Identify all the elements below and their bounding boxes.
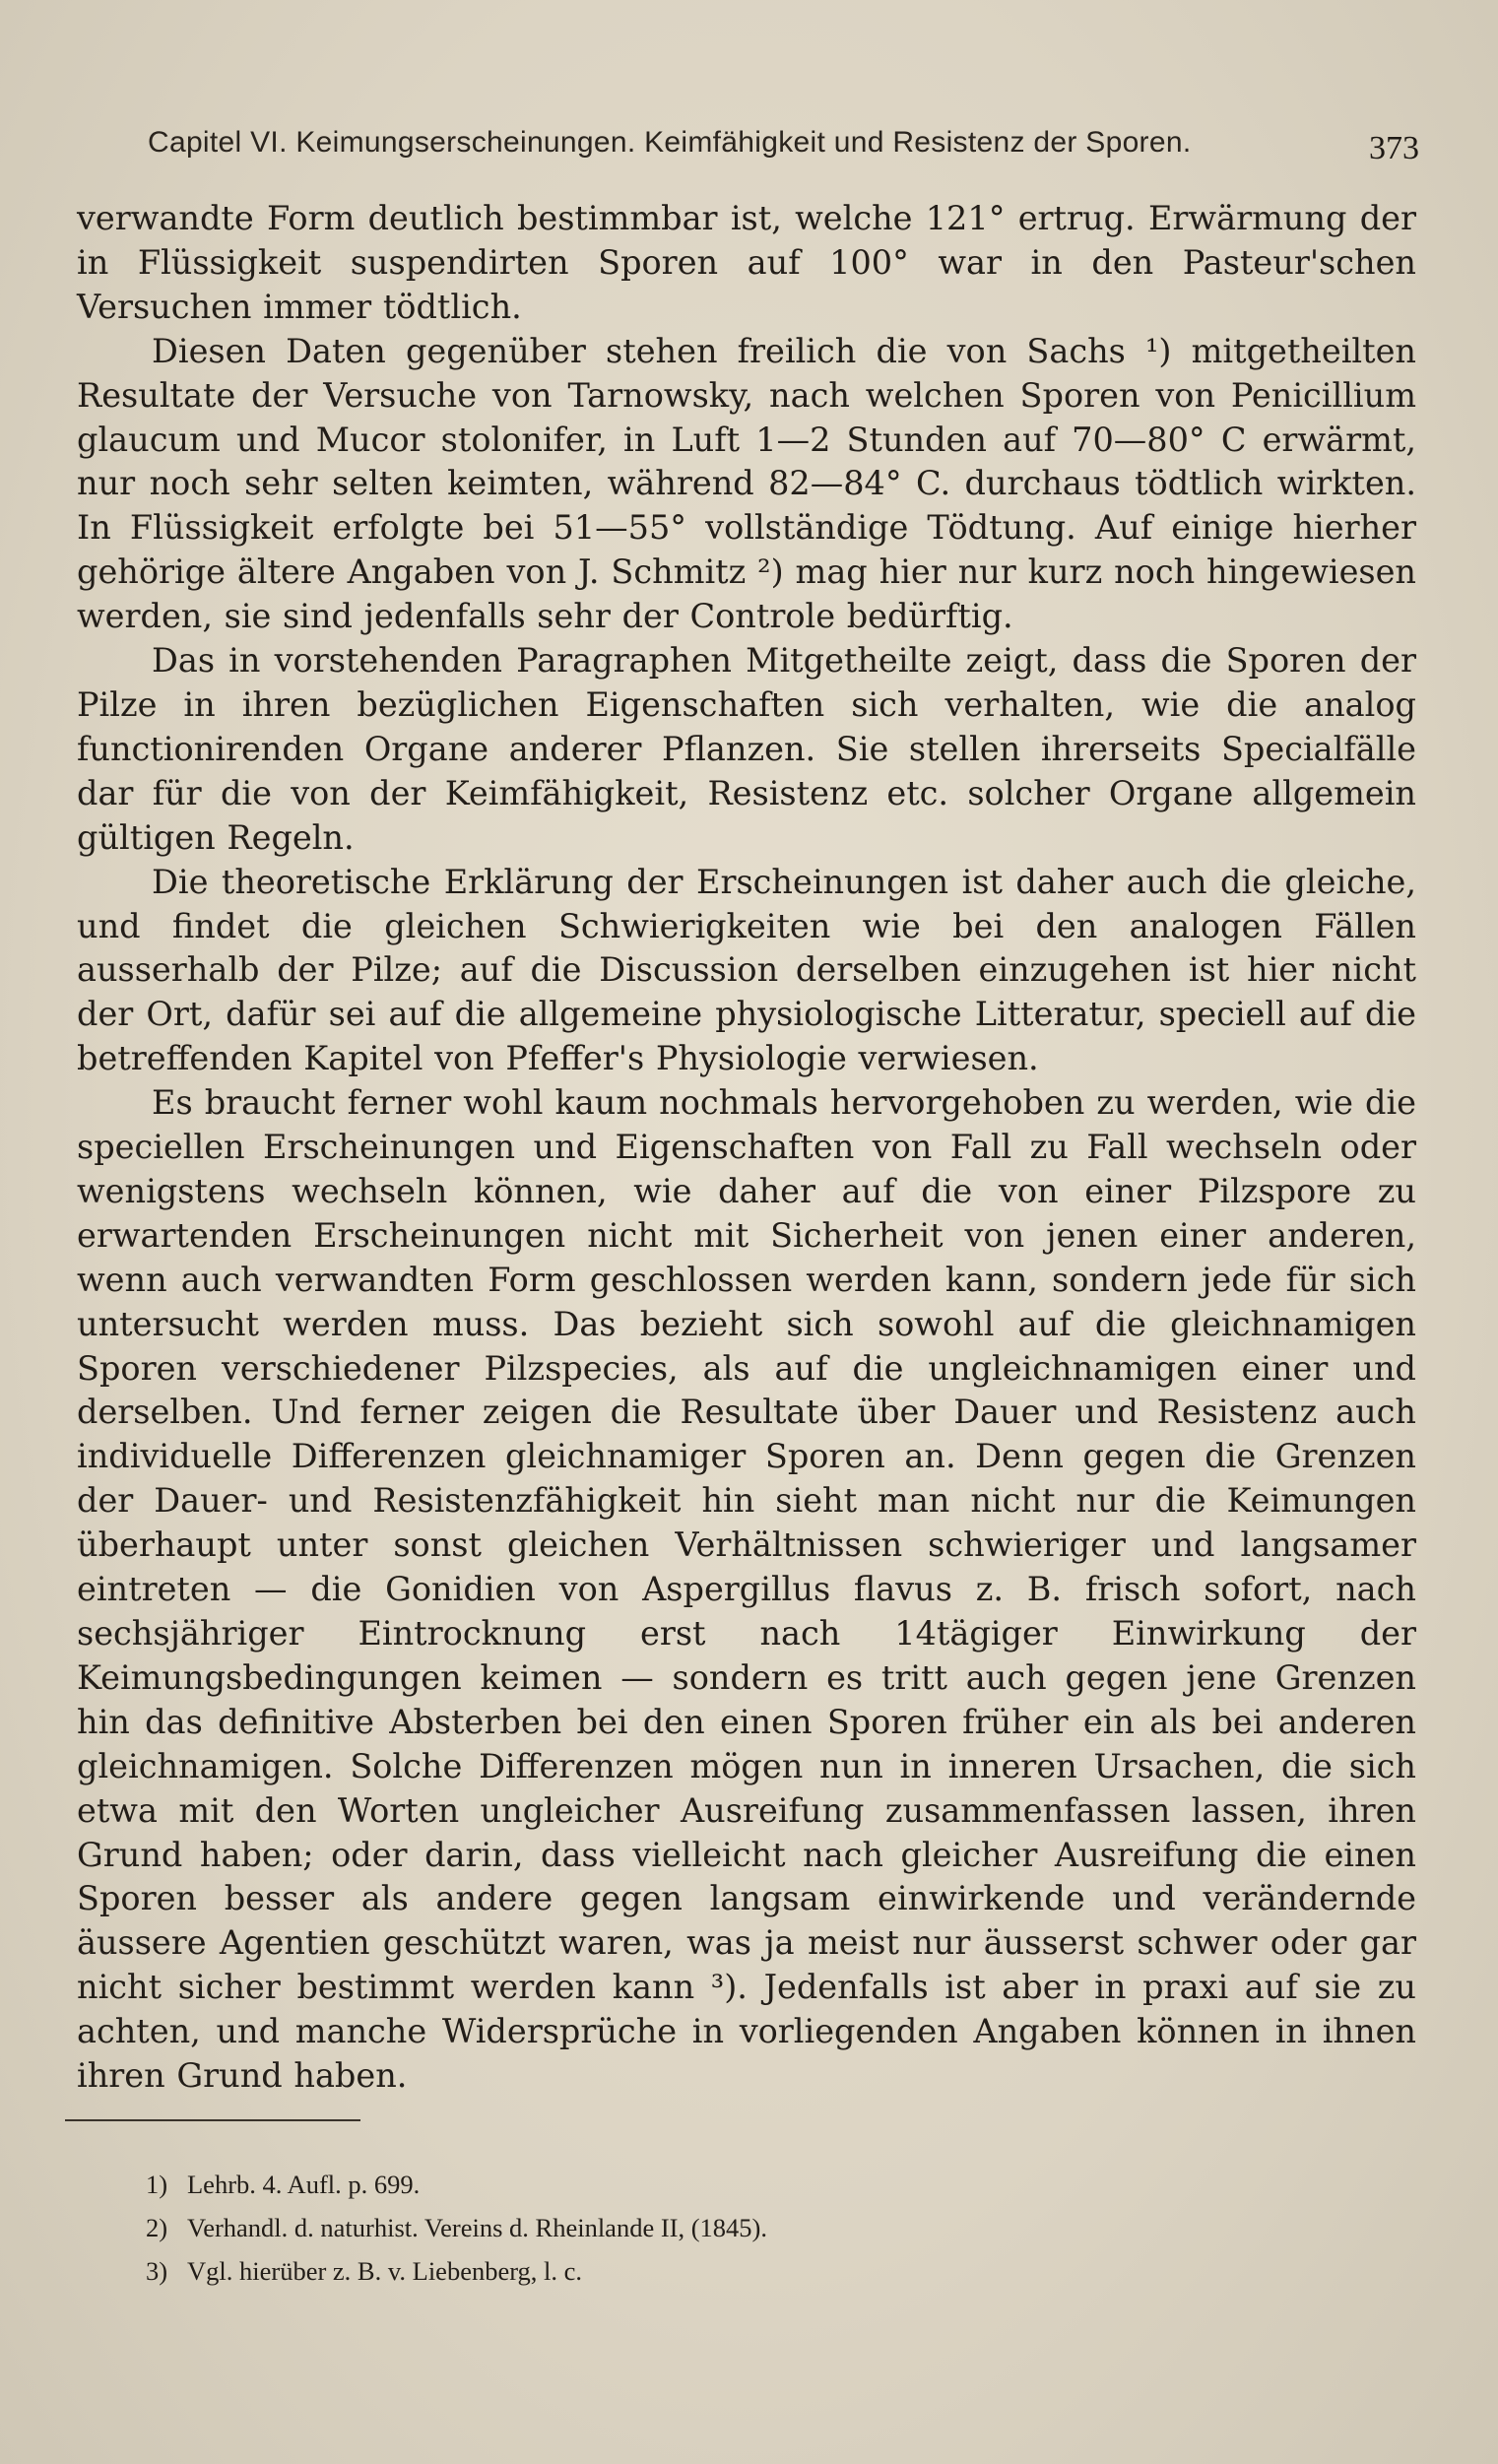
footnote-text: Vgl. hierüber z. B. v. Liebenberg, l. c. [187,2256,583,2286]
paragraph: Es braucht ferner wohl kaum nochmals hervorgehoben zu werden, wie die speciellen Erscheinungen und Eigenschaften von Fall zu Fall wechseln oder wenigstens wechseln können, wie daher auf die von einer Pilzspore zu erwartenden Erscheinungen nicht mit Sicherheit von jenen einer anderen, wenn auch verwandten Form geschlossen werden kann, sondern jede für sich untersucht werden muss. Das bezieht sich sowohl auf die gleichnamigen Sporen verschiedener Pilzspecies, als auf die ungleichnamigen einer und derselben. Und ferner zeigen die Resultate über Dauer und Resistenz auch individuelle Differenzen gleichnamiger Sporen an. Denn gegen die Grenzen der Dauer- und Resistenzfähigkeit hin sieht man nicht nur die Keimungen überhaupt unter sonst gleichen Verhältnissen schwieriger und langsamer eintreten — die Gonidien von Aspergillus flavus z. B. frisch sofort, nach sechsjähriger Eintrocknung erst nach 14tägiger Einwirkung der Keimungsbedingungen keimen — sondern es tritt auch gegen jene Grenzen hin das definitive Absterben bei den einen Sporen früher ein als bei anderen gleichnamigen. Solche Differenzen mögen nun in inneren Ursachen, die sich etwa mit den Worten ungleicher Ausreifung zusammenfassen lassen, ihren Grund haben; oder darin, dass vielleicht nach gleicher Ausreifung die einen Sporen besser als andere gegen langsam einwirkende und verändernde äussere Agentien geschützt waren, was ja meist nur äusserst schwer oder gar nicht sicher bestimmt werden kann ³). Jedenfalls ist aber in praxi auf sie zu achten, und manche Widersprüche in vorliegenden Angaben können in ihnen ihren Grund haben. [77,1083,1416,2096]
footnote-text: Lehrb. 4. Aufl. p. 699. [187,2170,421,2199]
footnote-number: 2) [146,2213,168,2242]
paragraph: Das in vorstehenden Paragraphen Mitgetheilte zeigt, dass die Sporen der Pilze in ihren bezüglichen Eigenschaften sich verhalten, wie die analog functionirenden Organe anderer Pflanzen. Sie stellen ihrerseits Specialfälle dar für die von der Keimfähigkeit, Resistenz etc. solcher Organe allgemein gültigen Regeln. [77,641,1416,857]
paragraph: Diesen Daten gegenüber stehen freilich die von Sachs ¹) mitgetheilten Resultate der Versuche von Tarnowsky, nach welchen Sporen von Penicillium glaucum und Mucor stolonifer, in Luft 1—2 Stunden auf 70—80° C erwärmt, nur noch sehr selten keimten, während 82—84° C. durchaus tödtlich wirkten. In Flüssigkeit erfolgte bei 51—55° vollständige Tödtung. Auf einige hierher gehörige ältere Angaben von J. Schmitz ²) mag hier nur kurz noch hingewiesen werden, sie sind jedenfalls sehr der Controle bedürftig. [77,331,1416,636]
page-number: 373 [1369,130,1419,166]
body-text [77,197,1416,2099]
footnote [146,2206,1229,2249]
footnote-separator [65,2119,360,2121]
footnote-text: Verhandl. d. naturhist. Vereins d. Rheinlande II, (1845). [187,2213,768,2242]
footnotes [146,2163,1229,2293]
paragraph: verwandte Form deutlich bestimmbar ist, welche 121° ertrug. Erwärmung der in Flüssigkeit suspendirten Sporen auf 100° war in den Pasteur'schen Versuchen immer tödtlich. [77,199,1416,326]
footnote [146,2163,1229,2206]
footnote-number: 3) [146,2256,168,2286]
paragraph: Die theoretische Erklärung der Erscheinungen ist daher auch die gleiche, und findet die gleichen Schwierigkeiten wie bei den analogen Fällen ausserhalb der Pilze; auf die Discussion derselben einzugehen ist hier nicht der Ort, dafür sei auf die allgemeine physiologische Litteratur, speciell auf die betreffenden Kapitel von Pfeffer's Physiologie verwiesen. [77,862,1416,1078]
page-header [148,116,1419,175]
footnote-number: 1) [146,2170,168,2199]
footnote [146,2249,1229,2293]
running-head: Capitel VI. Keimungserscheinungen. Keimfähigkeit und Resistenz der Sporen. [148,126,1192,159]
